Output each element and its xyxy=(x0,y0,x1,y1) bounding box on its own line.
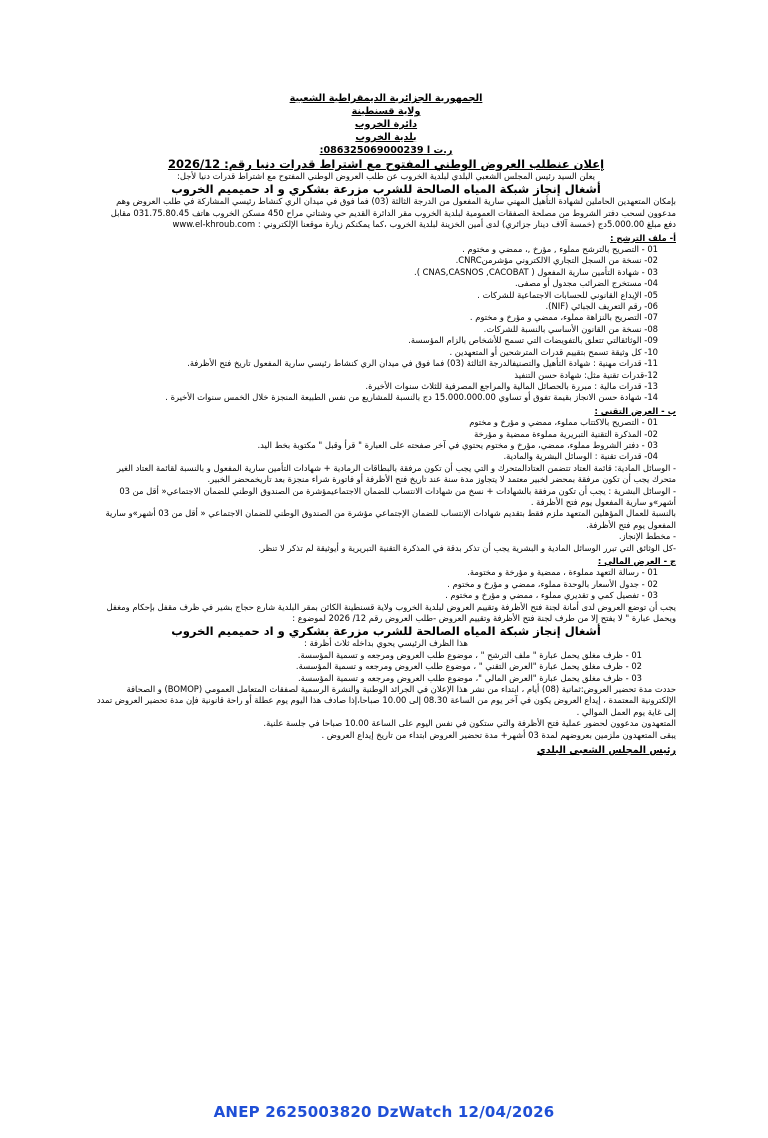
section-b-note: -كل الوثائق التي تبرر الوسائل المادية و البشرية يجب أن تذكر بدقة في المذكرة التقنية التبريرية و أيوثيقة لم تذكر لا تنظر. xyxy=(258,542,676,553)
section-c-list xyxy=(96,567,676,601)
envelopes-list xyxy=(96,650,676,684)
list-item: 05- الإيداع القانوني للحسابات الاجتماعية للشركات . xyxy=(477,289,658,300)
list-item: 02- المذكرة التقنية التبريرية مملوءة ممضية و مؤرخة xyxy=(474,428,658,439)
project-title: أشغال إنجاز شبكة المياه الصالحة للشرب مزرعة بشكري و اد حميميم الخروب xyxy=(171,182,601,197)
human-means: - الوسائل البشرية : يجب أن تكون مرفقة بالشهادات + نسخ من شهادات الانتساب للضمان الاجتماعيمؤشرة من الصندوق الوطني للضمان الاجتماعي« أقل من 03 أشهر»و سارية المفعول يوم فتح الأظرفة . xyxy=(119,485,676,507)
notice-intro: يعلن السيد رئيس المجلس الشعبي البلدي لبلدية الخروب عن طلب العروض الوطني المفتوح مع اشتراط قدرات دنيا لأجل: xyxy=(177,171,595,181)
list-item: 03 - ظرف مغلق يحمل عبارة "العرض المالي "، موضوع طلب العروض ومرجعه و تسمية المؤسسة. xyxy=(297,672,642,683)
list-item: 01 - ظرف مغلق يحمل عبارة " ملف الترشح " ، موضوع طلب العروض ومرجعه و تسمية المؤسسة. xyxy=(297,649,642,660)
list-item: 02- نسخة من السجل التجاري الالكتروني مؤشرمنCNRC. xyxy=(455,255,658,266)
project-title-repeat: أشغال إنجاز شبكة المياه الصالحة للشرب مزرعة بشكري و اد حميميم الخروب xyxy=(171,624,601,639)
wilaya-name: ولاية قسنطينة xyxy=(351,106,421,117)
list-item: 01 - التصريح بالاكتتاب مملوء، ممضي و مؤرخ و مختوم xyxy=(469,417,658,428)
section-a-list xyxy=(96,244,676,404)
qualified-workers: بالنسبة للعمال المؤهلين المتعهد ملزم فقط بتقديم شهادات الإنتساب للضمان الإجتماعي مؤشرة من الصندوق الوطني للضمان الاجتماعي « أقل من 03 أشهر»و سارية المفعول يوم فتح الأظرفة. xyxy=(105,508,676,530)
list-item: 13- قدرات مالية : مبررة بالحصائل المالية والمراجع المصرفية للثلاث سنوات الأخيرة. xyxy=(365,380,658,391)
list-item: 01 - رسالة التعهد مملوءة ، ممضية و مؤرخة و مختومة. xyxy=(467,567,658,578)
opening-session: المتعهدون مدعوون لحضور عملية فتح الأظرفة والتي ستكون في نفس اليوم على الساعة 10.00 صباحا في جلسة علنية. xyxy=(263,718,676,729)
commune-name: بلدية الخروب xyxy=(355,132,417,143)
list-item: 04- مستخرج الضرائب مجدول أو مصفى. xyxy=(515,278,658,289)
daira-name: دائرة الخروب xyxy=(354,119,418,130)
eligibility-paragraph: بإمكان المتعهدين الحاملين لشهادة التأهيل المهني سارية المفعول من الدرجة الثالثة (03) فما فوق في ميدان الري كنشاط رئيسي المشاركة في طلب العروض وهم مدعوون لسحب دفتر الشروط من مصلحة الصفقات العمومية لبلدية الخروب مقر الدائرة القديم حي وشتاتي مراح 450 مسكن الخروب هاتف 031.75.80.45 مقابل دفع مبلغ 5.000.00دج (خمسة آلاف دينار جزائري) لدى أمين الخزينة لبلدية الخروب ،كما يمكنكم زيارة موقعنا الإلكتروني : www.el-khroub.com xyxy=(110,196,676,230)
list-item: 06- رقم التعريف الجبائي (NIF). xyxy=(545,301,658,312)
submission-paragraph: يجب أن توضع العروض لدى أمانة لجنة فتح الأظرفة وتقييم العروض لبلدية الخروب ولاية قسنطينة الكائن بمقر البلدية شارع حجاج بشير في ظرف مقفل بإحكام ومغفل ويحمل عبارة " لا يفتح إلا من طرف لجنة فتح الأظرفة وتقييم العروض -طلب العروض رقم 12/ 2026 لموضوع : xyxy=(106,601,676,624)
work-schedule: - مخطط الإنجاز. xyxy=(618,531,676,542)
list-item: 03 - تفصيل كمي و تقديري مملوء ، ممضي و مؤرخ و مختوم . xyxy=(445,590,658,601)
section-b-heading: ب - العرض التقني : xyxy=(594,405,676,416)
notice-title: إعلان عنطلب العروض الوطني المفتوح مع اشتراط قدرات دنيا رقم: 2026/12 xyxy=(167,157,605,171)
section-c-heading: ج - العرض المالي : xyxy=(597,556,676,566)
list-item: 04- قدرات تقنية : الوسائل البشرية والمادية. xyxy=(503,451,658,462)
list-item: 01 - التصريح بالترشح مملوء , مؤرخ ,، ممضي و مختوم . xyxy=(462,244,658,255)
list-item: 02 - جدول الأسعار بالوحدة مملوء، ممضي و مؤرخ و مختوم . xyxy=(447,578,658,589)
material-means: - الوسائل المادية: قائمة العتاد تتضمن العتادالمتحرك و التي يجب أن تكون مرفقة بالبطاقات الرمادية + شهادات التأمين سارية المفعول و بالنسبة لقائمة العتاد الغير متحرك يجب أن تكون مرفقة بمحضر لخبير معتمد لا يتجاوز مدة سنة عند تاريخ فتح الأظرفة أو فاتورة شراء منجزة بعد تاريخمحضر الخبير. xyxy=(116,462,676,485)
section-b-list xyxy=(96,417,676,463)
list-item: 09- الوثائقالتي تتعلق بالتفويضات التي تسمح للأشخاص بالزام المؤسسة. xyxy=(408,335,658,346)
tender-notice xyxy=(96,92,676,757)
list-item: 07- التصريح بالنزاهة مملوء، ممضي و مؤرخ و مختوم . xyxy=(469,312,658,323)
list-item: 12-قدرات تقنية مثل: شهادة حسن التنفيذ xyxy=(514,369,658,380)
preparation-duration: حددت مدة تحضير العروض:ثمانية (08) أيام ، ابتداء من نشر هذا الإعلان في الجرائد الوطنية والنشرة الرسمية لصفقات المتعامل العمومي (BOMOP) و الصحافة الإلكترونية المعتمدة ، إيداع العروض يكون في آخر يوم من الساعة 08.30 إلى 10.00 صباحا،إذا صادف هذا اليوم يوم عطلة أو راحة قانونية فإن مدة تحضير العروض تمدد إلى غاية يوم العمل الموالي . xyxy=(96,684,676,717)
list-item: 10- كل وثيقة تسمح بتقييم قدرات المترشحين أو المتعهدين . xyxy=(449,346,658,357)
tax-id: ر.ت ا 086325069000239: xyxy=(319,145,453,156)
list-item: 02 - ظرف مغلق يحمل عبارة "العرض التقني " ، موضوع طلب العروض ومرجعه و تسمية المؤسسة. xyxy=(295,661,642,672)
list-item: 03 - دفتر الشروط مملوء، ممضي، مؤرخ و مختوم يحتوي في آخر صفحته على العبارة " قرأ وقبل " مكتوبة بخط اليد. xyxy=(257,439,658,450)
publication-reference: ANEP 2625003820 DzWatch 12/04/2026 xyxy=(213,1103,555,1121)
country-name: الجمهورية الجزائرية الديمقراطية الشعبية xyxy=(289,93,483,104)
list-item: 03 - شهادة التأمين سارية المفعول ( CNAS,CASNOS ,CACOBAT ). xyxy=(414,266,658,277)
section-a-heading: أ- ملف الترشح : xyxy=(610,232,676,243)
envelopes-intro: هذا الظرف الرئيسي يحوي بداخله ثلاث أظرفة : xyxy=(304,638,468,649)
list-item: 11- قدرات مهنية : شهادة التأهيل والتصنيفالدرجة الثالثة (03) فما فوق في ميدان الري كنشاط رئيسي سارية المفعول تاريخ فتح الأظرفة. xyxy=(187,358,658,369)
list-item: 14- شهادة حسن الانجاز بقيمة تفوق أو تساوي 15.000.000.00 دج بالنسبة للمشاريع من نفس الطبيعة المنجزة خلال الخمس سنوات الأخيرة . xyxy=(165,392,658,403)
offer-validity: يبقى المتعهدون ملزمين بعروضهم لمدة 03 أشهر+ مدة تحضير العروض ابتداء من تاريخ إيداع العروض . xyxy=(321,729,676,740)
signature-title: رئيس المجلس الشعبي البلدي xyxy=(536,745,676,757)
list-item: 08- نسخة من القانون الأساسي بالنسبة للشركات. xyxy=(483,323,658,334)
